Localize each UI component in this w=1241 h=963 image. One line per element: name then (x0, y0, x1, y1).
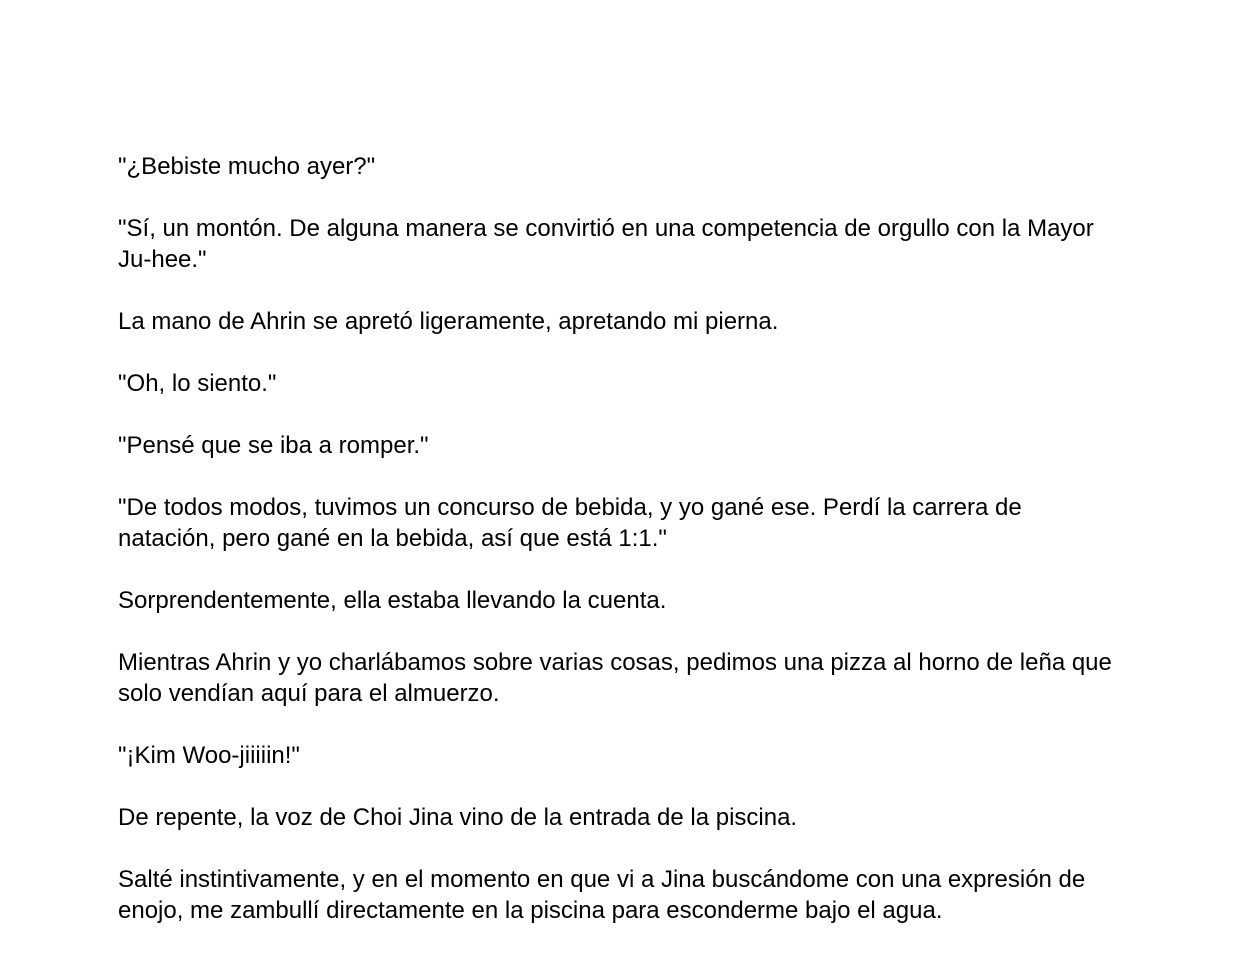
paragraph-5: "Pensé que se iba a romper." (118, 432, 429, 459)
document-body (118, 151, 1118, 926)
paragraph-7: Sorprendentemente, ella estaba llevando la cuenta. (118, 587, 667, 614)
paragraph-3: La mano de Ahrin se apretó ligeramente, apretando mi pierna. (118, 308, 779, 335)
paragraph-11: Salté instintivamente, y en el momento en que vi a Jina buscándome con una expresión de enojo, me zambullí directamente en la piscina para esconderme bajo el agua. (118, 866, 1086, 924)
paragraph-1: "¿Bebiste mucho ayer?" (118, 153, 376, 180)
paragraph-4: "Oh, lo siento." (118, 370, 277, 397)
paragraph-9: "¡Kim Woo-jiiiiin!" (118, 742, 300, 769)
paragraph-2: "Sí, un montón. De alguna manera se convirtió en una competencia de orgullo con la Mayor Ju-hee." (118, 215, 1094, 273)
paragraph-10: De repente, la voz de Choi Jina vino de la entrada de la piscina. (118, 804, 798, 831)
paragraph-8: Mientras Ahrin y yo charlábamos sobre varias cosas, pedimos una pizza al horno de leña que solo vendían aquí para el almuerzo. (118, 649, 1112, 707)
paragraph-6: "De todos modos, tuvimos un concurso de bebida, y yo gané ese. Perdí la carrera de natación, pero gané en la bebida, así que está 1:1." (118, 494, 1022, 552)
